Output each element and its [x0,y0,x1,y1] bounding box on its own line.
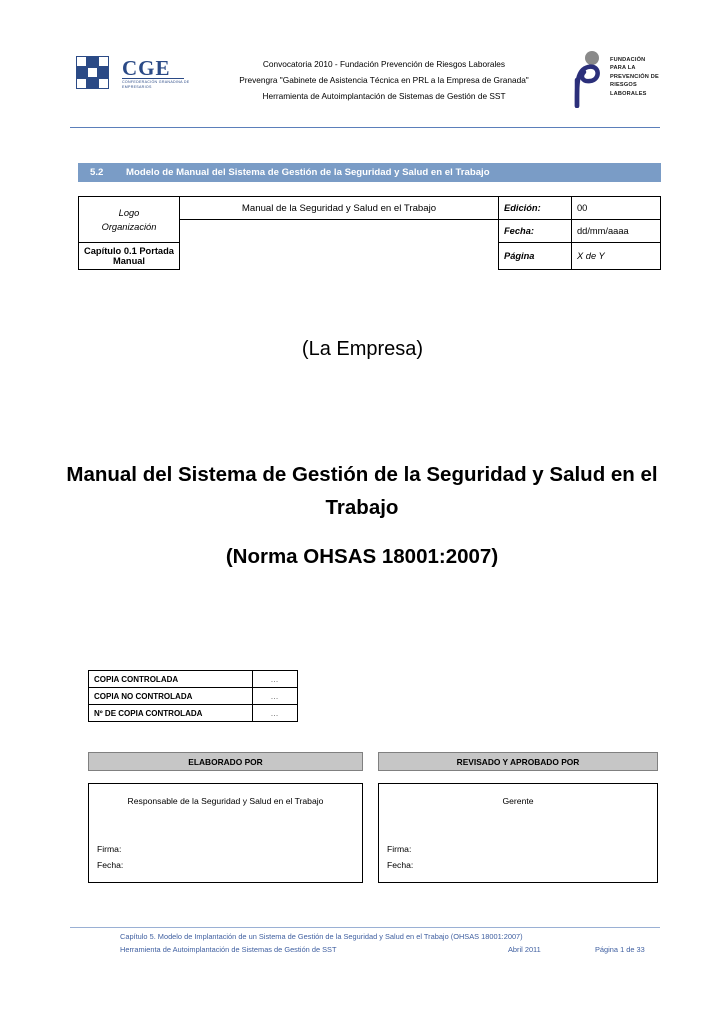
table-row [89,671,298,688]
numero-copia-mark[interactable]: … [253,705,298,722]
table-row [89,705,298,722]
manual-norm: (Norma OHSAS 18001:2007) [225,545,499,568]
header-line-1: Convocatoria 2010 - Fundación Prevención de Riesgos Laborales [262,59,506,69]
footer-date: Abril 2011 [508,945,541,954]
section-bar [78,163,661,182]
copia-no-controlada-mark[interactable]: … [253,688,298,705]
pagina-label: Página [499,243,572,270]
numero-copia-label: Nº DE COPIA CONTROLADA [89,705,253,722]
header-line-3: Herramienta de Autoimplantación de Sistemas de Gestión de SST [262,91,506,101]
elaborado-firma-label: Firma: [97,844,122,854]
revisado-firma-label: Firma: [387,844,412,854]
revisado-aprobado-box [378,783,658,883]
manual-title: Manual del Sistema de Gestión de la Seguridad y Salud en el Trabajo [66,463,658,519]
logo-placeholder-cell [79,197,180,243]
document-header [70,48,660,118]
logo-placeholder-line2: Organización [101,221,157,232]
cge-grid-icon [76,56,118,90]
revisado-aprobado-role: Gerente [502,796,534,806]
cge-logo-rule [122,78,184,79]
footer-chapter-line: Capítulo 5. Modelo de Implantación de un Sistema de Gestión de la Seguridad y Salud en el Trabajo (OHSAS 18001:2007) [120,932,523,941]
copia-controlada-label: COPIA CONTROLADA [89,671,253,688]
footer-tool: Herramienta de Autoimplantación de Sistemas de Gestión de SST [120,945,337,954]
document-title-cell: Manual de la Seguridad y Salud en el Trabajo [180,197,499,220]
table-row [79,197,661,220]
header-divider [70,127,660,128]
section-number: 5.2 [90,167,104,178]
footer-page: Página 1 de 33 [595,945,645,954]
footer-divider [70,927,660,928]
logo-placeholder-line1: Logo [118,207,140,218]
table-row [89,688,298,705]
company-name: (La Empresa) [301,338,424,360]
section-title: Modelo de Manual del Sistema de Gestión de la Seguridad y Salud en el Trabajo [126,167,490,178]
spacer-cell [180,220,499,270]
identification-table [78,196,661,270]
elaborado-por-heading: ELABORADO POR [88,752,363,771]
fecha-value: dd/mm/aaaa [572,220,661,243]
copia-no-controlada-label: COPIA NO CONTROLADA [89,688,253,705]
revisado-fecha-label: Fecha: [387,860,414,870]
pagina-value: X de Y [572,243,661,270]
edicion-value: 00 [572,197,661,220]
header-text-block [198,56,570,104]
cge-logo [76,54,194,110]
elaborado-fecha-label: Fecha: [97,860,124,870]
edicion-label: Edición: [499,197,572,220]
copia-controlada-mark[interactable]: … [253,671,298,688]
cge-logo-subtitle: CONFEDERACIÓN GRANADINA DE EMPRESARIOS [122,80,190,89]
revisado-aprobado-heading: REVISADO Y APROBADO POR [378,752,658,771]
chapter-cell: Capítulo 0.1 Portada Manual [79,243,180,270]
fundacion-swirl-icon [570,50,608,108]
elaborado-por-role: Responsable de la Seguridad y Salud en el Trabajo [127,796,324,806]
header-line-2: Prevengra "Gabinete de Asistencia Técnica en PRL a la Empresa de Granada" [239,75,529,85]
fecha-label: Fecha: [499,220,572,243]
elaborado-por-box [88,783,363,883]
document-footer [70,930,660,956]
fundacion-logo [568,50,660,112]
copy-control-table [88,670,298,722]
fundacion-logo-text: FUNDACIÓN PARA LA PREVENCIÓN DE RIESGOS LABORALES [610,57,659,97]
cge-logo-text: CGE [122,56,171,80]
footer-detail-line [120,943,660,956]
